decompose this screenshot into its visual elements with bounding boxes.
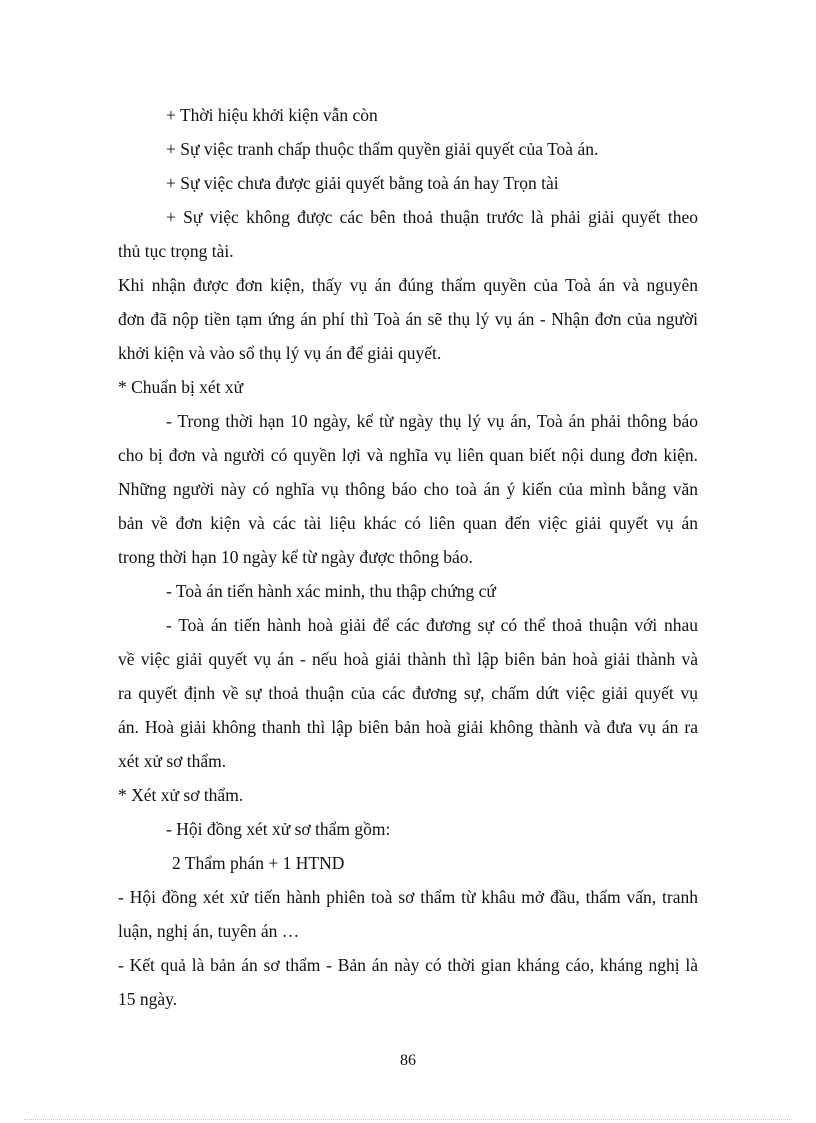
text-line: thủ tục trọng tài. <box>118 241 234 261</box>
text-line: + Thời hiệu khởi kiện vẫn còn <box>166 105 378 125</box>
text-line: Khi nhận được đơn kiện, thấy vụ án đúng thẩm quyền của Toà án và nguyên <box>118 275 698 295</box>
page-number: 86 <box>400 1052 416 1069</box>
text-line: - Kết quả là bản án sơ thẩm - Bản án này có thời gian kháng cáo, kháng nghị là <box>118 955 698 975</box>
text-line: 2 Thẩm phán + 1 HTND <box>172 853 345 873</box>
text-line: án. Hoà giải không thanh thì lập biên bản hoà giải không thành và đưa vụ án ra <box>118 717 698 737</box>
text-line: khởi kiện và vào sổ thụ lý vụ án để giải quyết. <box>118 343 442 363</box>
text-line: - Hội đồng xét xử tiến hành phiên toà sơ thẩm từ khâu mở đầu, thẩm vấn, tranh <box>118 887 698 907</box>
text-line: + Sự việc không được các bên thoả thuận trước là phải giải quyết theo <box>166 207 698 227</box>
text-line: bản về đơn kiện và các tài liệu khác có liên quan đến việc giải quyết vụ án <box>118 513 698 533</box>
text-line: đơn đã nộp tiền tạm ứng án phí thì Toà án sẽ thụ lý vụ án - Nhận đơn của người <box>118 309 698 329</box>
text-line: 15 ngày. <box>118 989 178 1009</box>
text-line: + Sự việc chưa được giải quyết bằng toà án hay Trọn tài <box>166 173 559 193</box>
text-line: trong thời hạn 10 ngày kể từ ngày được thông báo. <box>118 547 473 567</box>
footer-divider <box>24 1119 792 1120</box>
text-line: - Toà án tiến hành hoà giải để các đương sự có thể thoả thuận với nhau <box>166 615 698 635</box>
section-heading: * Chuẩn bị xét xử <box>118 377 244 397</box>
text-line: cho bị đơn và người có quyền lợi và nghĩa vụ liên quan biết nội dung đơn kiện. <box>118 445 698 465</box>
text-line: Những người này có nghĩa vụ thông báo cho toà án ý kiến của mình bằng văn <box>118 479 698 499</box>
text-line: ra quyết định về sự thoả thuận của các đương sự, chấm dứt việc giải quyết vụ <box>118 683 698 703</box>
text-line: - Toà án tiến hành xác minh, thu thập chứng cứ <box>166 581 496 601</box>
text-line: luận, nghị án, tuyên án … <box>118 921 300 941</box>
text-line: - Trong thời hạn 10 ngày, kể từ ngày thụ lý vụ án, Toà án phải thông báo <box>166 411 698 431</box>
section-heading: * Xét xử sơ thẩm. <box>118 785 244 805</box>
text-line: về việc giải quyết vụ án - nếu hoà giải thành thì lập biên bản hoà giải thành và <box>118 649 698 669</box>
text-line: + Sự việc tranh chấp thuộc thẩm quyền giải quyết của Toà án. <box>166 139 599 159</box>
text-line: - Hội đồng xét xử sơ thẩm gồm: <box>166 819 391 839</box>
text-line: xét xử sơ thẩm. <box>118 751 227 771</box>
